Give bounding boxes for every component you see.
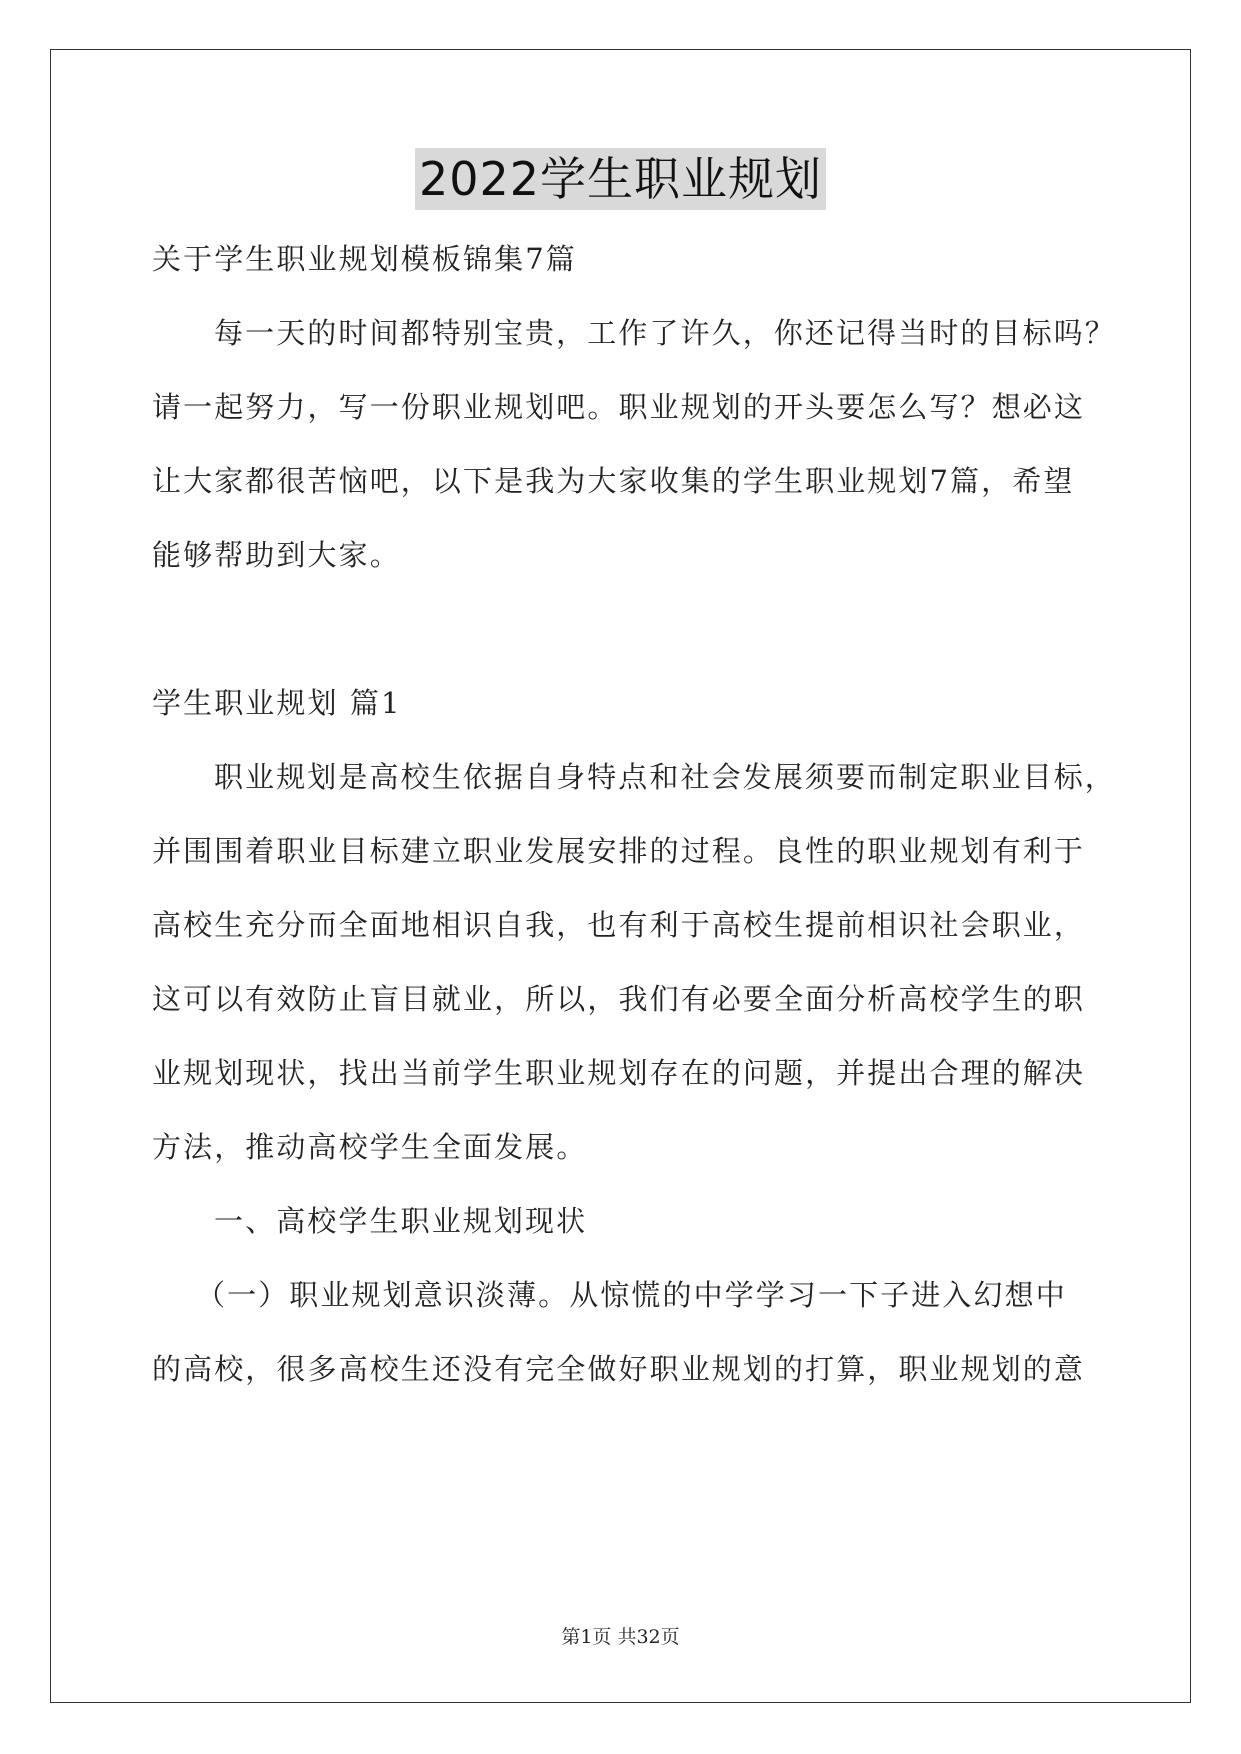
document-subtitle: 关于学生职业规划模板锦集7篇 xyxy=(152,242,577,276)
body-line-6: 方法，推动高校学生全面发展。 xyxy=(152,1130,588,1164)
section-heading: 学生职业规划 篇1 xyxy=(152,686,402,720)
document-title: 2022学生职业规划 xyxy=(415,148,826,210)
body-line-4: 这可以有效防止盲目就业，所以，我们有必要全面分析高校学生的职 xyxy=(152,982,1086,1016)
body-line-1: 职业规划是高校生依据自身特点和社会发展须要而制定职业目标， xyxy=(214,760,1116,794)
page-footer: 第1页 共32页 xyxy=(561,1626,680,1648)
point-1-line-1: （一）职业规划意识淡薄。从惊慌的中学学习一下子进入幻想中 xyxy=(196,1278,1067,1312)
page-border xyxy=(50,49,1191,1703)
intro-line-4: 能够帮助到大家。 xyxy=(152,538,401,572)
body-line-3: 高校生充分而全面地相识自我，也有利于高校生提前相识社会职业， xyxy=(152,908,1086,942)
title-container xyxy=(0,148,1241,210)
body-line-5: 业规划现状，找出当前学生职业规划存在的问题，并提出合理的解决 xyxy=(152,1056,1086,1090)
intro-line-3: 让大家都很苦恼吧，以下是我为大家收集的学生职业规划7篇，希望 xyxy=(152,464,1075,498)
intro-line-1: 每一天的时间都特别宝贵，工作了许久，你还记得当时的目标吗？ xyxy=(214,316,1116,350)
intro-line-2: 请一起努力，写一份职业规划吧。职业规划的开头要怎么写？想必这 xyxy=(152,390,1086,424)
point-1-line-2: 的高校，很多高校生还没有完全做好职业规划的打算，职业规划的意 xyxy=(152,1352,1086,1386)
body-line-2: 并围围着职业目标建立职业发展安排的过程。良性的职业规划有利于 xyxy=(152,834,1086,868)
subheading-1: 一、高校学生职业规划现状 xyxy=(214,1204,588,1238)
